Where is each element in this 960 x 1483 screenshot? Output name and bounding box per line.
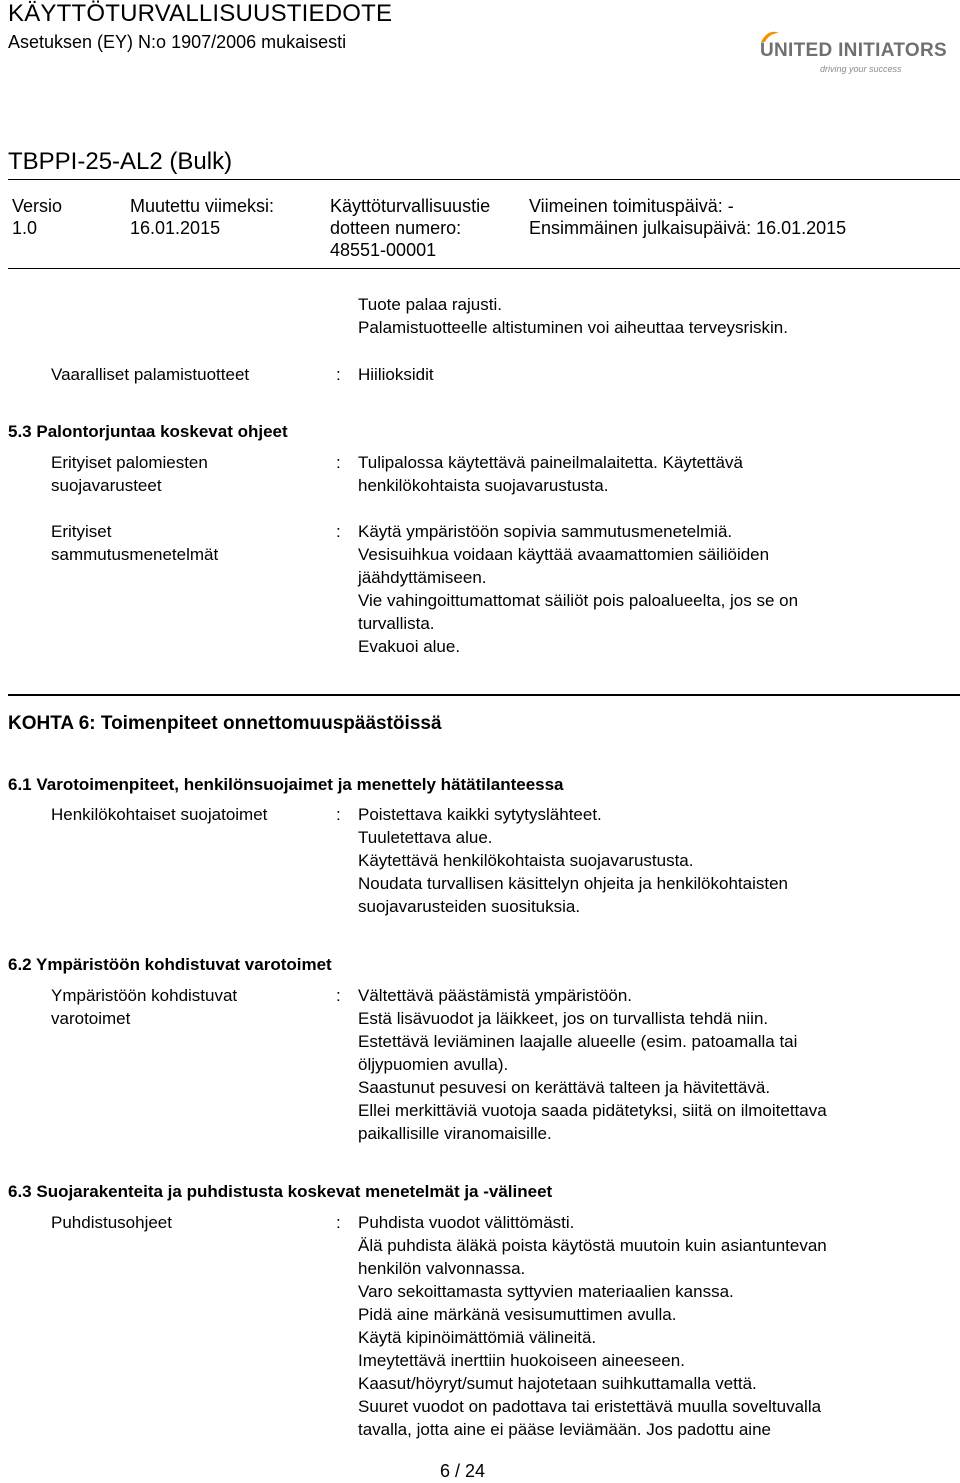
company-logo <box>760 36 950 72</box>
document-subtitle: Asetuksen (EY) N:o 1907/2006 mukaisesti <box>8 32 347 52</box>
header-divider <box>8 179 960 180</box>
modified-field <box>130 195 274 239</box>
version-label: Versio <box>12 196 63 216</box>
label-line: Erityiset <box>51 522 112 541</box>
colon-separator: : <box>336 365 341 384</box>
label-line: suojavarusteet <box>51 476 162 495</box>
sds-label-line2: dotteen numero: <box>330 218 462 238</box>
text-line: Estettävä leviäminen laajalle alueelle (esim. patoamalla tai <box>358 1032 798 1051</box>
personal-precautions-text <box>358 803 788 918</box>
text-line: Kaasut/höyryt/sumut hajotetaan suihkuttamalla vettä. <box>358 1374 757 1393</box>
text-line: turvallista. <box>358 614 435 633</box>
section-6-2-title: 6.2 Ympäristöön kohdistuvat varotoimet <box>8 955 332 974</box>
sds-number-value: 48551-00001 <box>330 240 437 260</box>
section-6-divider <box>8 694 960 696</box>
text-line: tavalla, jotta aine ei pääse leviämään. Jos padottu aine <box>358 1420 771 1439</box>
section-6-3-title: 6.3 Suojarakenteita ja puhdistusta koskevat menetelmät ja -välineet <box>8 1182 553 1201</box>
text-line: Vältettävä päästämistä ympäristöön. <box>358 986 633 1005</box>
sds-label-line1: Käyttöturvallisuustie <box>330 196 491 216</box>
text-line: Poistettava kaikki sytytyslähteet. <box>358 805 602 824</box>
ppe-text <box>358 451 743 497</box>
methods-label <box>51 520 218 566</box>
methods-text <box>358 520 798 658</box>
cleanup-text <box>358 1211 827 1441</box>
first-issue-date: Ensimmäinen julkaisupäivä: 16.01.2015 <box>529 218 847 238</box>
colon-separator: : <box>336 805 341 824</box>
label-line: sammutusmenetelmät <box>51 545 219 564</box>
last-issue-date: Viimeinen toimituspäivä: - <box>529 196 734 216</box>
text-line: henkilön valvonnassa. <box>358 1259 526 1278</box>
text-line: paikallisille viranomaisille. <box>358 1124 552 1143</box>
text-line: suojavarusteiden suosituksia. <box>358 897 581 916</box>
document-title: KÄYTTÖTURVALLISUUSTIEDOTE <box>8 0 393 27</box>
hazardous-products-value: Hiilioksidit <box>358 365 434 384</box>
section-6-1-title: 6.1 Varotoimenpiteet, henkilönsuojaimet ja menettely hätätilanteessa <box>8 775 564 794</box>
text-line: Saastunut pesuvesi on kerättävä talteen ja hävitettävä. <box>358 1078 771 1097</box>
text-line: jäähdyttämiseen. <box>358 568 487 587</box>
sds-number-field <box>330 195 490 261</box>
section-6-title: KOHTA 6: Toimenpiteet onnettomuuspäästöissä <box>8 713 442 734</box>
text-line: Puhdista vuodot välittömästi. <box>358 1213 575 1232</box>
text-line: Ellei merkittäviä vuotoja saada pidätetyksi, siitä on ilmoitettava <box>358 1101 827 1120</box>
logo-name: UNITED INITIATORS <box>760 40 948 61</box>
text-line: Noudata turvallisen käsittelyn ohjeita ja henkilökohtaisten <box>358 874 788 893</box>
text-line: Tulipalossa käytettävä paineilmalaitetta. Käytettävä <box>358 453 743 472</box>
header-bottom-divider <box>8 268 960 269</box>
version-value: 1.0 <box>12 218 38 238</box>
colon-separator: : <box>336 986 341 1005</box>
page-number: 6 / 24 <box>440 1461 486 1481</box>
text-line: Varo sekoittamasta syttyvien materiaalien kanssa. <box>358 1282 734 1301</box>
label-line: varotoimet <box>51 1009 131 1028</box>
text-line: henkilökohtaista suojavarustusta. <box>358 476 609 495</box>
text-line: Tuote palaa rajusti. <box>358 295 502 314</box>
text-line: Älä puhdista äläkä poista käytöstä muutoin kuin asiantuntevan <box>358 1236 827 1255</box>
ppe-label <box>51 451 208 497</box>
text-line: Pidä aine märkänä vesisumuttimen avulla. <box>358 1305 677 1324</box>
personal-precautions-label: Henkilökohtaiset suojatoimet <box>51 805 268 824</box>
text-line: Käytä kipinöimättömiä välineitä. <box>358 1328 597 1347</box>
text-line: Vesisuihkua voidaan käyttää avaamattomien säiliöiden <box>358 545 770 564</box>
text-line: Käytä ympäristöön sopivia sammutusmenetelmiä. <box>358 522 733 541</box>
text-line: Käytettävä henkilökohtaista suojavarustusta. <box>358 851 694 870</box>
text-line: Imeytettävä inerttiin huokoiseen aineeseen. <box>358 1351 685 1370</box>
label-line: Erityiset palomiesten <box>51 453 208 472</box>
modified-label: Muutettu viimeksi: <box>130 196 275 216</box>
label-line: Ympäristöön kohdistuvat <box>51 986 238 1005</box>
colon-separator: : <box>336 453 341 472</box>
text-line: Suuret vuodot on padottava tai eristettävä muulla soveltuvalla <box>358 1397 822 1416</box>
issue-dates <box>529 195 846 239</box>
hazardous-products-label: Vaaralliset palamistuotteet <box>51 365 250 384</box>
text-line: öljypuomien avulla). <box>358 1055 509 1074</box>
text-line: Evakuoi alue. <box>358 637 461 656</box>
text-line: Palamistuotteelle altistuminen voi aiheuttaa terveysriskin. <box>358 318 788 337</box>
colon-separator: : <box>336 522 341 541</box>
s5-continued-text <box>358 293 788 339</box>
colon-separator: : <box>336 1213 341 1232</box>
logo-tagline: driving your success <box>820 64 902 74</box>
product-name: TBPPI-25-AL2 (Bulk) <box>8 148 233 175</box>
modified-value: 16.01.2015 <box>130 218 221 238</box>
version-field <box>12 195 62 239</box>
text-line: Vie vahingoittumattomat säiliöt pois paloalueelta, jos se on <box>358 591 799 610</box>
environmental-precautions-label <box>51 984 237 1030</box>
cleanup-label: Puhdistusohjeet <box>51 1213 172 1232</box>
text-line: Tuuletettava alue. <box>358 828 493 847</box>
text-line: Estä lisävuodot ja läikkeet, jos on turvallista tehdä niin. <box>358 1009 769 1028</box>
section-5-3-title: 5.3 Palontorjuntaa koskevat ohjeet <box>8 422 288 441</box>
environmental-precautions-text <box>358 984 827 1145</box>
